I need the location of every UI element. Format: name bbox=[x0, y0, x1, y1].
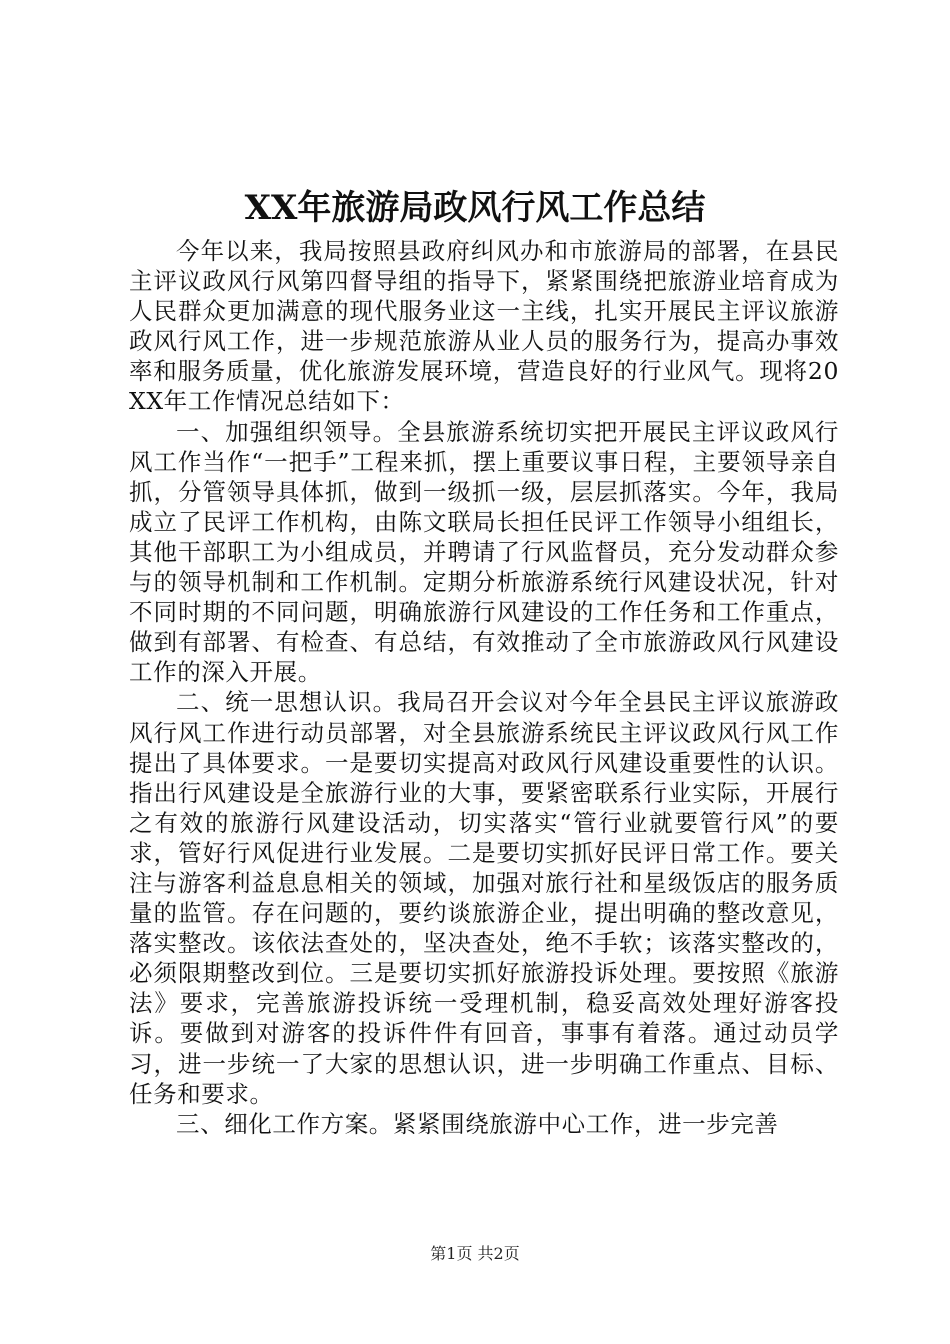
intro-paragraph: 今年以来，我局按照县政府纠风办和市旅游局的部署，在县民主评议政风行风第四督导组的指导下，紧紧围绕把旅游业培育成为人民群众更加满意的现代服务业这一主线，扎实开展民主评议旅游政风行风工作，进一步规范旅游从业人员的服务行为，提高办事效率和服务质量，优化旅游发展环境，营造良好的行业风气。现将20XX年工作情况总结如下： bbox=[129, 237, 839, 416]
document-title: XX年旅游局政风行风工作总结 bbox=[244, 188, 706, 228]
section-2-paragraph: 二、统一思想认识。我局召开会议对今年全县民主评议旅游政风行风工作进行动员部署，对全县旅游系统民主评议政风行风工作提出了具体要求。一是要切实提高对政风行风建设重要性的认识。指出行风建设是全旅游行业的大事，要紧密联系行业实际，开展行之有效的旅游行风建设活动，切实落实“管行业就要管行风”的要求，管好行风促进行业发展。二是要切实抓好民评日常工作。要关注与游客利益息息相关的领域，加强对旅行社和星级饭店的服务质量的监管。存在问题的，要约谈旅游企业，提出明确的整改意见，落实整改。该依法查处的，坚决查处，绝不手软；该落实整改的，必须限期整改到位。三是要切实抓好旅游投诉处理。要按照《旅游法》要求，完善旅游投诉统一受理机制，稳妥高效处理好游客投诉。要做到对游客的投诉件件有回音，事事有着落。通过动员学习，进一步统一了大家的思想认识，进一步明确工作重点、目标、任务和要求。 bbox=[129, 688, 839, 1108]
section-1-paragraph: 一、加强组织领导。全县旅游系统切实把开展民主评议政风行风工作当作“一把手”工程来抓，摆上重要议事日程，主要领导亲自抓，分管领导具体抓，做到一级抓一级，层层抓落实。今年，我局成立了民评工作机构，由陈文联局长担任民评工作领导小组组长，其他干部职工为小组成员，并聘请了行风监督员，充分发动群众参与的领导机制和工作机制。定期分析旅游系统行风建设状况，针对不同时期的不同问题，明确旅游行风建设的工作任务和工作重点，做到有部署、有检查、有总结，有效推动了全市旅游政风行风建设工作的深入开展。 bbox=[129, 417, 839, 687]
section-3-paragraph: 三、细化工作方案。紧紧围绕旅游中心工作，进一步完善 bbox=[176, 1109, 779, 1138]
page-number-footer: 第1页 共2页 bbox=[430, 1244, 520, 1263]
document-body bbox=[129, 236, 839, 1139]
